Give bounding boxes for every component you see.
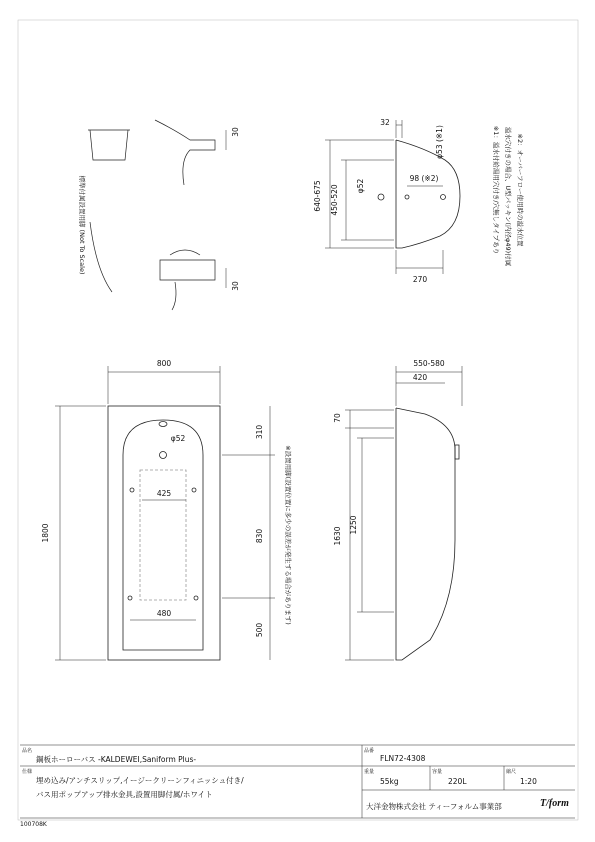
leg-bracket-lower: [160, 260, 215, 280]
dim-end-drain: φ52: [356, 178, 365, 194]
overflow-hole-3: [441, 195, 446, 200]
dim-end-rim: 32: [380, 118, 390, 127]
dim-width: 800: [156, 359, 172, 368]
overflow-hole-2: [405, 195, 409, 199]
code-label: 品番: [364, 748, 375, 754]
overflow-fitting: [455, 445, 459, 459]
product-code: FLN72-4308: [380, 754, 426, 763]
tub-profile-side: [396, 408, 455, 660]
dim-rim: 70: [333, 413, 342, 423]
leg-pos: [194, 596, 198, 600]
leg-view-title: 標準付属設置用脚 (Not To Scale): [78, 175, 86, 275]
dim-leg-upper: 30: [231, 127, 240, 137]
scale-value: 1:20: [520, 777, 537, 786]
dim-depth-range: 550-580: [413, 359, 445, 368]
company-name: 大洋金物株式会社 ティーフォルム事業部: [366, 802, 502, 811]
leg-pos: [130, 488, 134, 492]
leg-pos: [192, 488, 196, 492]
spec-line-1: 埋め込み/アンチスリップ,イージークリーンフィニッシュ付き/: [36, 776, 244, 785]
capacity-label: 容量: [432, 769, 443, 775]
name-label: 品名: [22, 748, 33, 754]
spec-line-2: バス用ポップアップ排水金具,設置用脚付属/ホワイト: [36, 790, 213, 799]
capacity-value: 220L: [448, 777, 467, 786]
note-1b: 溢水穴付きの場合、U型パッキン(内径φ49)付属: [504, 113, 512, 267]
leg-stem: [172, 282, 176, 310]
dim-inner: 1250: [349, 515, 358, 535]
product-name: 鋼板ホーローバス -KALDEWEI,Saniform Plus-: [36, 755, 197, 764]
dim-height-range: 640-675: [313, 180, 322, 212]
weight-value: 55kg: [380, 777, 399, 786]
overflow-hole: [159, 422, 167, 427]
dim-depth-inner: 420: [412, 373, 428, 382]
leg-view: [88, 120, 215, 310]
dim-seg-mid: 830: [255, 528, 264, 544]
leg-tub-lower: [90, 222, 112, 292]
doc-number: 100708K: [20, 821, 47, 828]
dim-length: 1800: [41, 523, 50, 543]
leg-note: ※設置用脚(設置位置に多少の誤差が発生する場合があります): [284, 445, 292, 625]
tub-profile-end: [396, 140, 460, 248]
weight-label: 重量: [364, 769, 375, 775]
side-view: [396, 408, 459, 660]
dim-drain: φ52: [170, 434, 186, 443]
dim-base: 270: [412, 275, 428, 284]
dim-leg-lower: 30: [231, 281, 240, 291]
leg-tub-upper: [90, 130, 128, 160]
spec-label: 仕様: [22, 769, 33, 775]
leg-bracket-upper: [155, 120, 215, 185]
overflow-drain: [378, 194, 384, 200]
dim-total: 1630: [333, 526, 342, 546]
dim-inner-lower: 480: [156, 609, 172, 618]
dim-inner-upper: 425: [156, 489, 172, 498]
side-view-dimensions: [345, 366, 462, 660]
note-1: ※1：溢水付給湯用穴付き/穴無しタイプあり: [492, 125, 500, 255]
top-view: [108, 406, 220, 660]
dim-spacing: 98 (※2): [409, 174, 439, 183]
dim-inner-height: 450-520: [330, 184, 339, 216]
dim-seg-top: 310: [255, 424, 264, 440]
end-view: [378, 140, 460, 248]
leg-pos: [128, 596, 132, 600]
scale-label: 縮尺: [506, 769, 517, 775]
drain-hole: [160, 452, 167, 459]
dim-overflow: φ53 (※1): [435, 125, 444, 159]
company-logo: T/form: [540, 798, 569, 809]
leg-foot: [170, 250, 200, 255]
dim-seg-bottom: 500: [255, 622, 264, 638]
note-2: ※2：オーバーフロー使用時の溢水位置: [516, 133, 524, 247]
